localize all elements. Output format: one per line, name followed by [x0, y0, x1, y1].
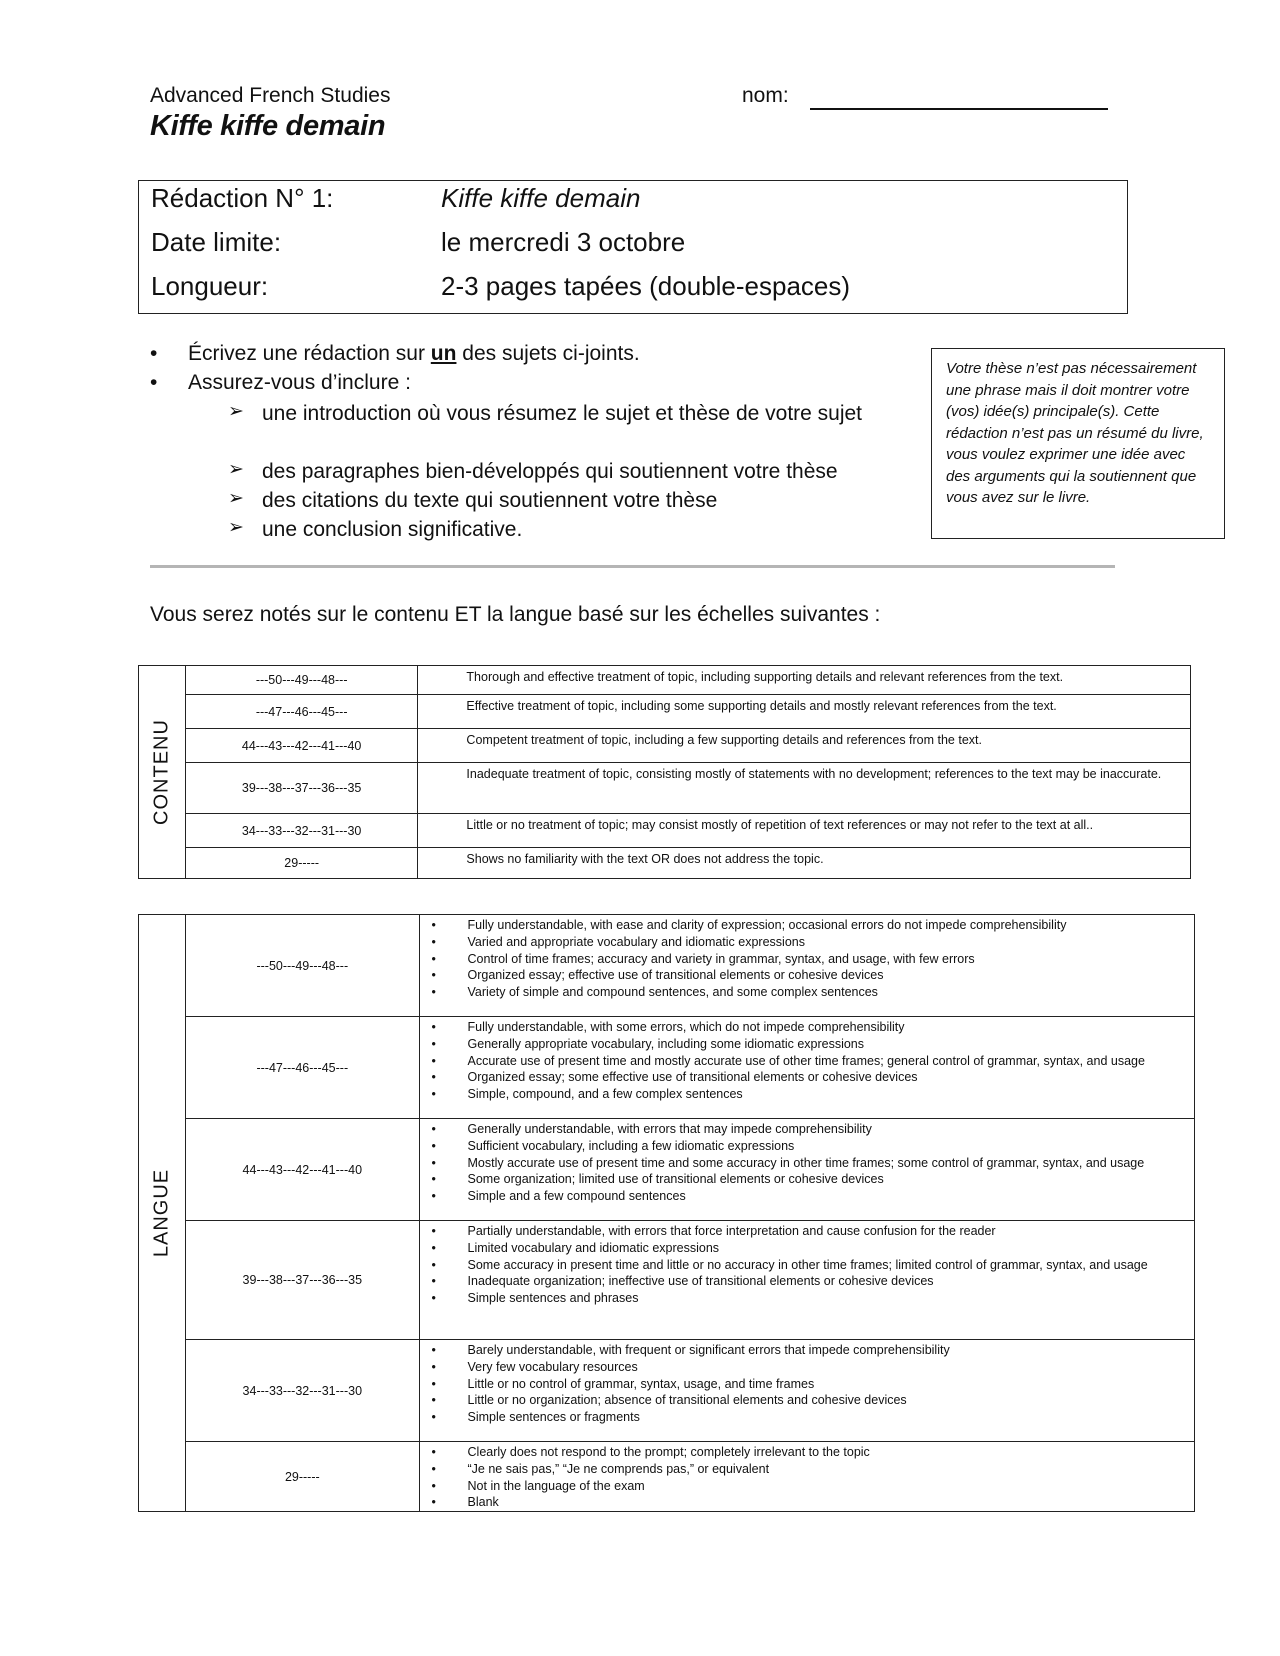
- arrow-bullet-icon: ➢: [228, 459, 244, 480]
- descriptor-cell: [418, 814, 1191, 848]
- criteria-list: [420, 1019, 1194, 1103]
- arrow-bullet-icon: ➢: [228, 517, 244, 538]
- score-range: 44---43---42---41---40: [186, 1119, 419, 1221]
- table-row: [139, 848, 1191, 879]
- info-value: Kiffe kiffe demain: [441, 183, 641, 213]
- list-item: • Fully understandable, with some errors, which do not impede comprehensibility: [420, 1019, 1194, 1036]
- list-item: • Accurate use of present time and mostly accurate use of other time frames; general control of grammar, syntax, and usage: [420, 1053, 1194, 1070]
- score-range: 29-----: [186, 1442, 419, 1512]
- criteria-cell: [419, 1442, 1194, 1512]
- criteria-cell: [419, 1340, 1194, 1442]
- arrow-bullet-icon: ➢: [228, 401, 244, 422]
- score-range: 44---43---42---41---40: [185, 729, 418, 763]
- sub-item: une introduction où vous résumez le sujet et thèse de votre sujet: [262, 402, 863, 425]
- descriptor-cell: [418, 729, 1191, 763]
- assignment-info-box: [138, 180, 1128, 314]
- descriptor: Little or no treatment of topic; may consist mostly of repetition of text references or may not refer to the text at all..: [466, 818, 1094, 832]
- list-item: • Clearly does not respond to the prompt; completely irrelevant to the topic: [420, 1444, 1194, 1461]
- descriptor: Shows no familiarity with the text OR does not address the topic.: [466, 852, 824, 866]
- table-row: [139, 1119, 1195, 1221]
- instruction-1-pre: Écrivez une rédaction sur: [188, 342, 431, 365]
- contenu-side-cell: [139, 666, 186, 879]
- table-row: [139, 1442, 1195, 1512]
- instruction-1-post: des sujets ci-joints.: [456, 342, 640, 365]
- descriptor-cell: [418, 848, 1191, 879]
- arrow-bullet-icon: ➢: [228, 488, 244, 509]
- contenu-rubric-table: [138, 665, 1191, 879]
- score-range: ---47---46---45---: [185, 695, 418, 729]
- table-row: [139, 1221, 1195, 1340]
- score-range: 39---38---37---36---35: [185, 763, 418, 814]
- sub-item: une conclusion significative.: [262, 518, 523, 541]
- divider: [150, 565, 1115, 568]
- table-row: [139, 666, 1191, 695]
- info-value: 2-3 pages tapées (double-espaces): [441, 271, 851, 301]
- score-range: ---50---49---48---: [185, 666, 418, 695]
- list-item: • Variety of simple and compound sentences, and some complex sentences: [420, 984, 1194, 1001]
- langue-side-cell: [139, 915, 186, 1512]
- instruction-1: [188, 342, 640, 366]
- nom-blank-line: [810, 108, 1108, 110]
- score-range: 39---38---37---36---35: [186, 1221, 419, 1340]
- list-item: • Varied and appropriate vocabulary and idiomatic expressions: [420, 934, 1194, 951]
- table-row: [139, 814, 1191, 848]
- descriptor-cell: [418, 763, 1191, 814]
- list-item: • Sufficient vocabulary, including a few idiomatic expressions: [420, 1138, 1194, 1155]
- criteria-list: [420, 1121, 1194, 1205]
- score-range: 34---33---32---31---30: [185, 814, 418, 848]
- list-item: • Organized essay; effective use of transitional elements or cohesive devices: [420, 967, 1194, 984]
- score-range: 34---33---32---31---30: [186, 1340, 419, 1442]
- langue-label: LANGUE: [150, 1168, 173, 1258]
- list-item: • Some accuracy in present time and little or no accuracy in other time frames; limited control of grammar, syntax, and usage: [420, 1257, 1194, 1274]
- list-item: • “Je ne sais pas,” “Je ne comprends pas,” or equivalent: [420, 1461, 1194, 1478]
- table-row: [139, 1017, 1195, 1119]
- document-title: Kiffe kiffe demain: [150, 110, 386, 142]
- list-item: • Blank: [420, 1494, 1194, 1511]
- info-label: Longueur:: [151, 271, 269, 301]
- table-row: [139, 763, 1191, 814]
- descriptor: Competent treatment of topic, including a few supporting details and references from the text.: [466, 733, 982, 747]
- list-item: • Simple sentences or fragments: [420, 1409, 1194, 1426]
- list-item: • Mostly accurate use of present time and some accuracy in other time frames; some control of grammar, syntax, and usage: [420, 1155, 1194, 1172]
- list-item: • Simple, compound, and a few complex sentences: [420, 1086, 1194, 1103]
- info-label: Date limite:: [151, 227, 282, 257]
- criteria-cell: [419, 1119, 1194, 1221]
- instruction-1-emphasis: un: [430, 342, 457, 365]
- list-item: • Barely understandable, with frequent or significant errors that impede comprehensibility: [420, 1342, 1194, 1359]
- criteria-cell: [419, 1017, 1194, 1119]
- score-range: ---47---46---45---: [186, 1017, 419, 1119]
- bullet: •: [150, 371, 158, 394]
- bullet: •: [150, 342, 158, 365]
- info-value: le mercredi 3 octobre: [441, 227, 686, 257]
- langue-rubric-table: [138, 914, 1195, 1512]
- list-item: • Control of time frames; accuracy and variety in grammar, syntax, and usage, with few errors: [420, 951, 1194, 968]
- table-row: [139, 729, 1191, 763]
- descriptor: Inadequate treatment of topic, consisting mostly of statements with no development; references to the text may be inaccurate.: [466, 767, 1162, 781]
- descriptor: Thorough and effective treatment of topic, including supporting details and relevant references from the text.: [466, 670, 1064, 684]
- list-item: • Simple sentences and phrases: [420, 1290, 1194, 1307]
- list-item: • Little or no organization; absence of transitional elements and cohesive devices: [420, 1392, 1194, 1409]
- grading-intro: Vous serez notés sur le contenu ET la langue basé sur les échelles suivantes :: [150, 603, 881, 626]
- list-item: • Not in the language of the exam: [420, 1478, 1194, 1495]
- nom-label: nom:: [742, 84, 789, 107]
- descriptor-cell: [418, 666, 1191, 695]
- score-range: 29-----: [185, 848, 418, 879]
- instruction-2: Assurez-vous d’inclure :: [188, 371, 411, 394]
- thesis-note-box: Votre thèse n’est pas nécessairement une phrase mais il doit montrer votre (vos) idée(s) principale(s). Cette rédaction n’est pas un résumé du livre, vous voulez exprimer une idée avec des arguments qui la soutiennent que vous avez sur le livre.: [931, 348, 1225, 539]
- list-item: • Generally understandable, with errors that may impede comprehensibility: [420, 1121, 1194, 1138]
- table-row: [139, 695, 1191, 729]
- list-item: • Partially understandable, with errors that force interpretation and cause confusion for the reader: [420, 1223, 1194, 1240]
- list-item: • Very few vocabulary resources: [420, 1359, 1194, 1376]
- criteria-list: [420, 1223, 1194, 1307]
- criteria-cell: [419, 915, 1194, 1017]
- sub-item: des citations du texte qui soutiennent votre thèse: [262, 489, 718, 512]
- sub-item: des paragraphes bien-développés qui soutiennent votre thèse: [262, 460, 838, 483]
- list-item: • Generally appropriate vocabulary, including some idiomatic expressions: [420, 1036, 1194, 1053]
- contenu-label: CONTENU: [150, 719, 173, 825]
- criteria-list: [420, 917, 1194, 1001]
- criteria-list: [420, 1444, 1194, 1511]
- criteria-cell: [419, 1221, 1194, 1340]
- list-item: • Limited vocabulary and idiomatic expressions: [420, 1240, 1194, 1257]
- score-range: ---50---49---48---: [186, 915, 419, 1017]
- list-item: • Fully understandable, with ease and clarity of expression; occasional errors do not impede comprehensibility: [420, 917, 1194, 934]
- course-name: Advanced French Studies: [150, 84, 391, 107]
- table-row: [139, 1340, 1195, 1442]
- descriptor: Effective treatment of topic, including some supporting details and mostly relevant references from the text.: [466, 699, 1057, 713]
- info-label: Rédaction N° 1:: [151, 183, 334, 213]
- descriptor-cell: [418, 695, 1191, 729]
- list-item: • Inadequate organization; ineffective use of transitional elements or cohesive devices: [420, 1273, 1194, 1290]
- list-item: • Organized essay; some effective use of transitional elements or cohesive devices: [420, 1069, 1194, 1086]
- criteria-list: [420, 1342, 1194, 1426]
- table-row: [139, 915, 1195, 1017]
- list-item: • Little or no control of grammar, syntax, usage, and time frames: [420, 1376, 1194, 1393]
- list-item: • Simple and a few compound sentences: [420, 1188, 1194, 1205]
- list-item: • Some organization; limited use of transitional elements or cohesive devices: [420, 1171, 1194, 1188]
